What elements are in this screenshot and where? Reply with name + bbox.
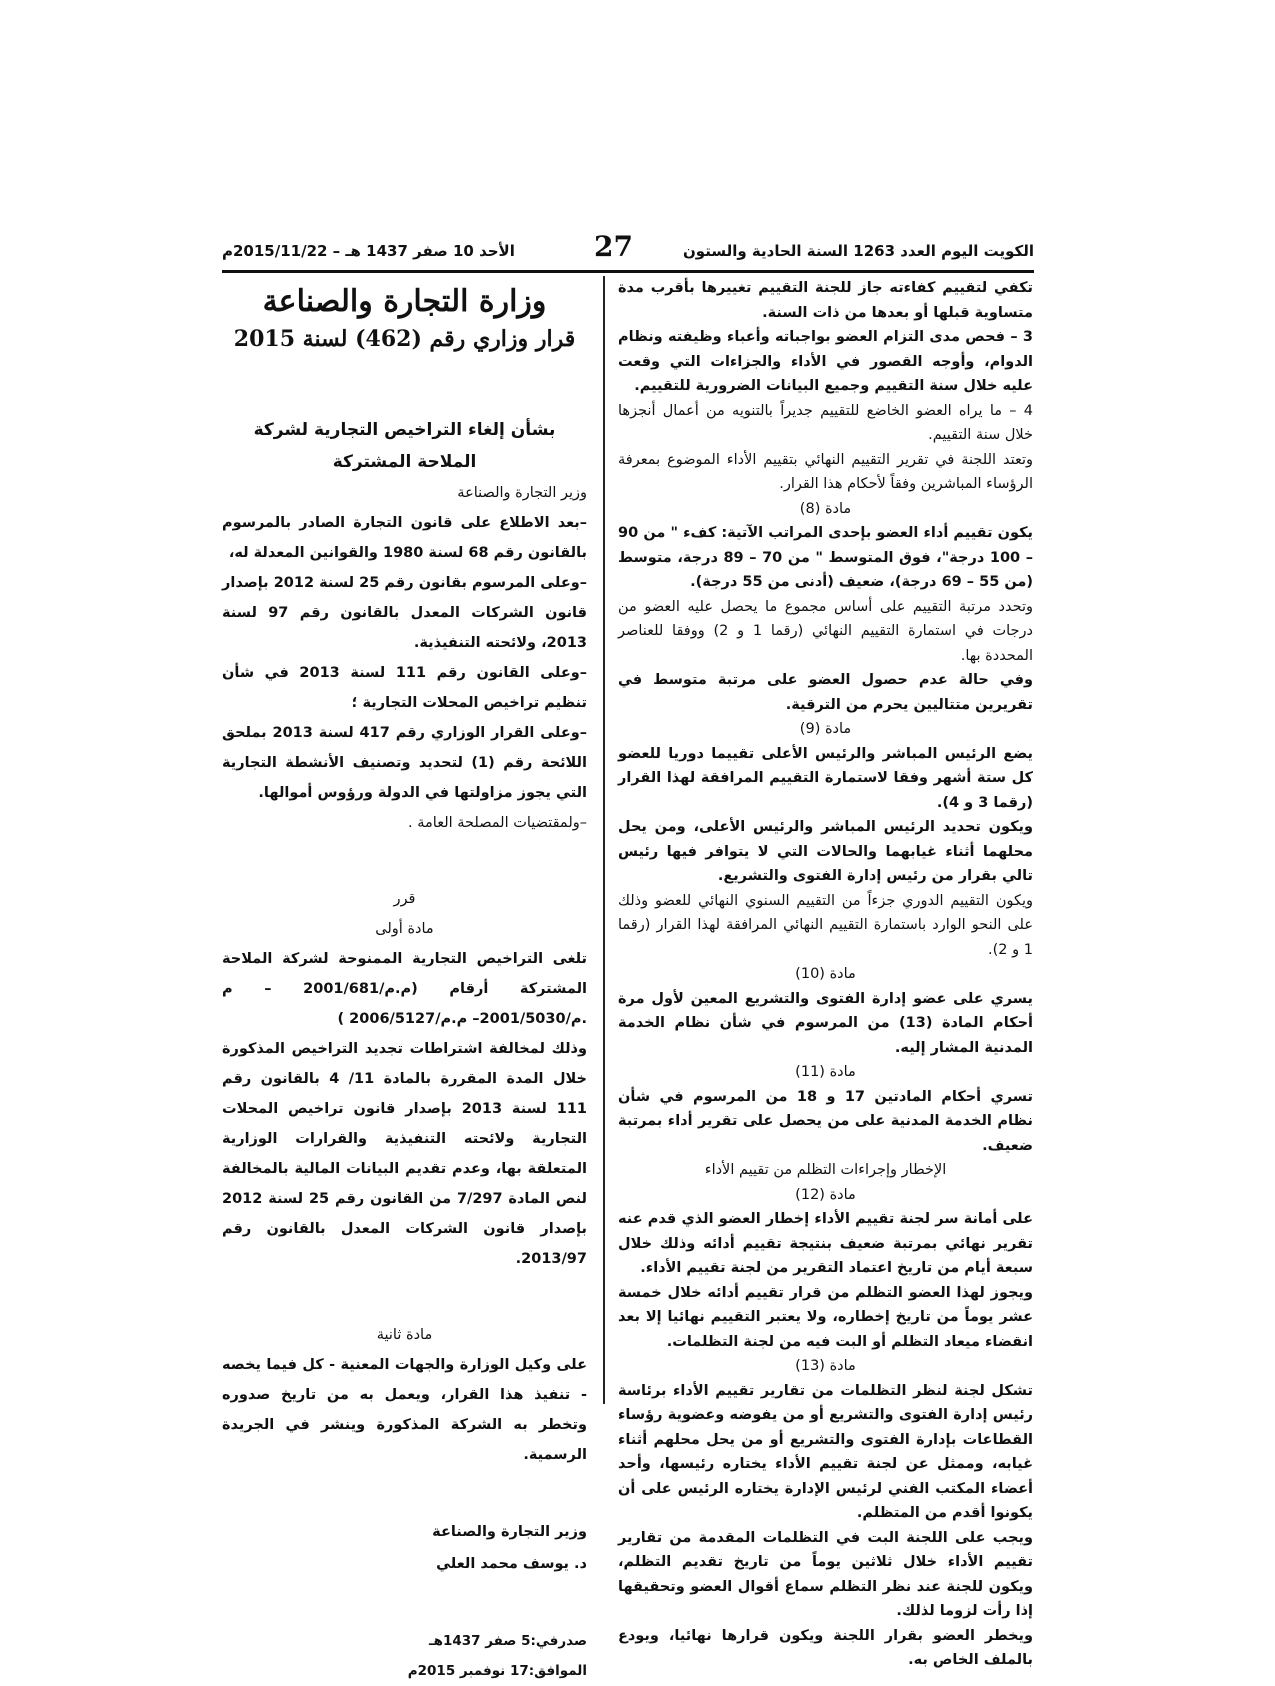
recital: –ولمقتضيات المصلحة العامة . <box>408 815 587 831</box>
article-title: مادة (8) <box>799 500 852 517</box>
decree-title: قرار وزاري رقم (462) لسنة 2015 <box>233 326 576 352</box>
ministry-heading: وزارة التجارة والصناعة <box>262 284 547 319</box>
corresponding-date: الموافق:17 نوفمبر 2015م <box>407 1663 587 1679</box>
header-date: الأحد 10 صفر 1437 هـ – 2015/11/22م <box>222 242 515 260</box>
paragraph: وذلك لمخالفة اشتراطات تجديد التراخيص المذكورة خلال المدة المقررة بالمادة 11/ 4 بالقانون رقم 111 لسنة 2013 بإصدار قانون تراخيص المحلات التجارية ولائحته التنفيذية والقرارات الوزارية المتعلقة بها، وعدم تقديم البيانات المالية بالمخالفة لنص المادة 7/297 من القانون رقم 25 لسنة 2012 بإصدار قانون الشركات المعدل بالقانون رقم 2013/97. <box>222 1041 588 1267</box>
left-column <box>222 276 587 1686</box>
page-number: 27 <box>594 230 633 263</box>
article-title: مادة (10) <box>795 966 856 982</box>
article-title: مادة (11) <box>795 1064 856 1080</box>
recital: –وعلى المرسوم بقانون رقم 25 لسنة 2012 بإصدار قانون الشركات المعدل بالقانون رقم 97 لسنة 2013، ولائحته التنفيذية. <box>222 575 588 651</box>
decided-heading: قرر <box>393 891 416 907</box>
paragraph: يضع الرئيس المباشر والرئيس الأعلى تقييما دوريا للعضو كل ستة أشهر وفقا لاستمارة التقييم المرافقة لهذا القرار (رقما 3 و 4). <box>618 745 1033 811</box>
article-title: مادة ثانية <box>376 1327 433 1343</box>
paragraph: ويخطر العضو بقرار اللجنة ويكون قرارها نهائيا، ويودع بالملف الخاص به. <box>618 1627 1033 1668</box>
paragraph: تسري أحكام المادتين 17 و 18 من المرسوم في شأن نظام الخدمة المدنية على من يحصل على تقرير أداء بمرتبة ضعيف. <box>618 1088 1034 1154</box>
paragraph: 4 – ما يراه العضو الخاضع للتقييم جديراً بالتنويه من أعمال أنجزها خلال سنة التقييم. <box>618 402 1033 443</box>
issue-date: صدرفي:5 صفر 1437هـ <box>428 1633 587 1649</box>
paragraph: 3 – فحص مدى التزام العضو بواجباته وأعباء وظيفته ونظام الدوام، وأوجه القصور في الأداء والجزاءات التي وقعت عليه خلال سنة التقييم وجميع البيانات الضرورية للتقييم. <box>618 329 1033 394</box>
paragraph: تشكل لجنة لنظر التظلمات من تقارير تقييم الأداء برئاسة رئيس إدارة الفتوى والتشريع أو من يفوضه وعضوية رؤساء القطاعات بإدارة الفتوى والتشريع أو من يحل محلهم أثناء غيابه، وممثل عن لجنة تقييم الأداء يختاره رئيسها، وأحد أعضاء المكتب الفني لرئيس الإدارة يختاره الرئيس على أن يكونوا أقدم من المتظلم. <box>618 1382 1033 1521</box>
minister-intro: وزير التجارة والصناعة <box>457 485 587 501</box>
paragraph: ويجب على اللجنة البت في التظلمات المقدمة من تقارير تقييم الأداء خلال ثلاثين يوماً من تاريخ تقديم التظلم، ويكون للجنة عند نظر التظلم سماع أقوال العضو وتحقيقها إذا رأت لزوما لذلك. <box>618 1529 1033 1619</box>
paragraph: على وكيل الوزارة والجهات المعنية - كل فيما يخصه - تنفيذ هذا القرار، ويعمل به من تاريخ صدوره وتخطر به الشركة المذكورة وينشر في الجريدة الرسمية. <box>222 1357 587 1463</box>
header-publication-info: الكويت اليوم العدد 1263 السنة الحادية والستون <box>683 242 1034 260</box>
article-title: مادة (9) <box>799 721 852 737</box>
paragraph: على أمانة سر لجنة تقييم الأداء إخطار العضو الذي قدم عنه تقرير نهائي بمرتبة ضعيف بنتيجة تقييم أدائه وذلك خلال سبعة أيام من تاريخ اعتماد التقرير من لجنة تقييم الأداء. <box>618 1211 1033 1276</box>
article-title: مادة (12) <box>795 1186 856 1203</box>
paragraph: ويكون التقييم الدوري جزءاً من التقييم السنوي النهائي للعضو وذلك على النحو الوارد باستمارة التقييم النهائي المرافقة لهذا القرار (رقما 1 و 2). <box>618 892 1033 958</box>
signature-title: وزير التجارة والصناعة <box>432 1524 587 1540</box>
article-title: مادة (13) <box>795 1358 856 1374</box>
right-column <box>618 276 1033 1673</box>
header-rule <box>222 270 1034 273</box>
paragraph: تلغى التراخيص التجارية الممنوحة لشركة الملاحة المشتركة أرقام (م.م/2001/681 – م .م/2001/5030– م.م/2006/5127 ) <box>222 951 587 1027</box>
paragraph: ويكون تحديد الرئيس المباشر والرئيس الأعلى، ومن يحل محلهما أثناء غيابهما والحالات التي لا يتوافر فيها رئيس تالي بقرار من رئيس إدارة الفتوى والتشريع. <box>618 819 1033 884</box>
paragraph: وفي حالة عدم حصول العضو على مرتبة متوسط في تقريرين متتاليين يحرم من الترقية. <box>618 672 1033 713</box>
recital: –وعلى القانون رقم 111 لسنة 2013 في شأن تنظيم تراخيص المحلات التجارية ؛ <box>222 665 587 711</box>
page-header <box>222 230 1034 266</box>
decree-subject: بشأن إلغاء التراخيص التجارية لشركة الملاحة المشتركة <box>253 420 556 472</box>
paragraph: وتعتد اللجنة في تقرير التقييم النهائي بتقييم الأداء الموضوع بمعرفة الرؤساء المباشرين وفقاً لأحكام هذا القرار. <box>618 451 1033 492</box>
paragraph: يسري على عضو إدارة الفتوى والتشريع المعين لأول مرة أحكام المادة (13) من المرسوم في شأن نظام الخدمة المدنية المشار إليه. <box>618 990 1033 1056</box>
section-title: الإخطار وإجراءات التظلم من تقييم الأداء <box>704 1162 947 1178</box>
column-divider <box>603 276 605 1404</box>
recital: –وعلى القرار الوزاري رقم 417 لسنة 2013 بملحق اللائحة رقم (1) لتحديد وتصنيف الأنشطة التجارية التي يجوز مزاولتها في الدولة ورؤوس أموالها. <box>222 725 587 801</box>
paragraph: وتحدد مرتبة التقييم على أساس مجموع ما يحصل عليه العضو من درجات في استمارة التقييم النهائي (رقما 1 و 2) ووفقا للعناصر المحددة بها. <box>618 598 1033 664</box>
article-title: مادة أولى <box>375 921 434 937</box>
paragraph: يكون تقييم أداء العضو بإحدى المراتب الآتية: كفء " من 90 – 100 درجة"، فوق المتوسط " من 70 – 89 درجة، متوسط (من 55 – 69 درجة)، ضعيف (أدنى من 55 درجة). <box>618 525 1033 590</box>
recital: –بعد الاطلاع على قانون التجارة الصادر بالمرسوم بالقانون رقم 68 لسنة 1980 والقوانين المعدلة له، <box>222 515 587 561</box>
signature-name: د. يوسف محمد العلي <box>436 1556 587 1572</box>
paragraph: ويجوز لهذا العضو التظلم من قرار تقييم أدائه خلال خمسة عشر يوماً من تاريخ إخطاره، ولا يعتبر التقييم نهائيا إلا بعد انقضاء ميعاد التظلم أو البت فيه من لجنة التظلمات. <box>618 1284 1033 1350</box>
paragraph: تكفي لتقييم كفاءته جاز للجنة التقييم تغييرها بأقرب مدة متساوية قبلها أو بعدها من ذات السنة. <box>618 280 1033 321</box>
